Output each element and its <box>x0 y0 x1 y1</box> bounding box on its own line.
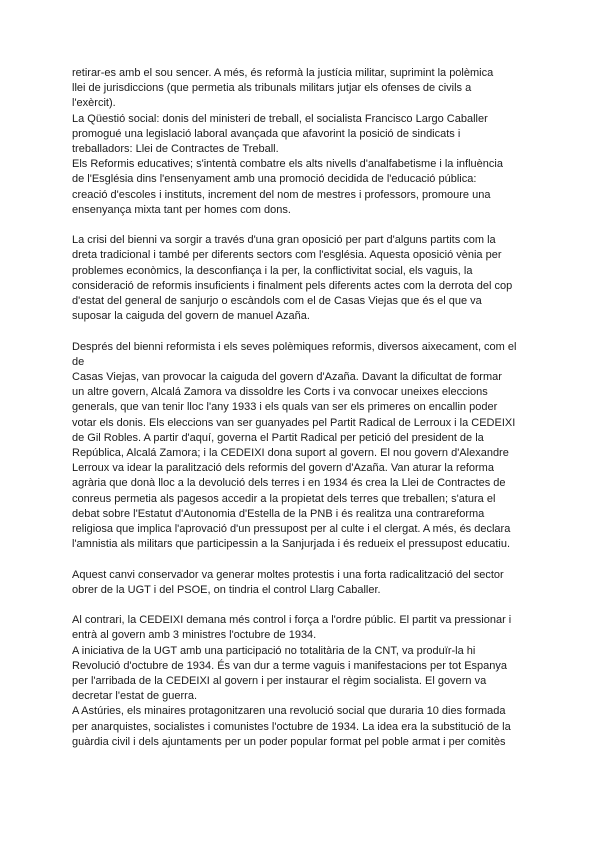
text-line: votar els donis. Els eleccions van ser guanyades pel Partit Radical de Lerroux i la CEDEIXI <box>72 416 516 429</box>
text-line: La Qüestió social: donis del ministeri de treball, el socialista Francisco Largo Caballer <box>72 112 488 125</box>
text-line: suposar la caiguda del govern de manuel Azaña. <box>72 310 310 323</box>
text-line: llei de jurisdiccions (que permetia als tribunals militars jutjar els ofenses de civils a <box>72 82 472 95</box>
text-line: de Gil Robles. A partir d'aquí, governa el Partit Radical per petició del president de la <box>72 431 484 444</box>
paragraph-spacer <box>72 552 528 567</box>
text-line: d'estat del general de sanjurjo o escàndols com el de Casas Viejas que és el que va <box>72 295 482 308</box>
text-line: generals, que van tenir lloc l'any 1933 i els quals van ser els primeres on encallin poder <box>72 401 498 414</box>
text-line: A Astúries, els minaires protagonitzaren una revolució social que duraria 10 dies formada <box>72 705 506 718</box>
paragraph-conservative-bienni <box>72 340 528 553</box>
text-line: Després del bienni reformista i els seves polèmiques reformis, diversos aixecament, com el <box>72 340 517 353</box>
paragraph-bienni-crisis <box>72 233 528 324</box>
text-line: obrer de la UGT i del PSOE, on tindria el control Llarg Caballer. <box>72 583 381 596</box>
text-line: creació d'escoles i instituts, increment del nom de mestres i professors, promoure una <box>72 188 491 201</box>
text-line: La crisi del bienni va sorgir a través d'una gran oposició per part d'alguns partits com la <box>72 234 496 247</box>
text-line: Lerroux va idear la paralització dels reformis del govern d'Azaña. Van aturar la reforma <box>72 462 494 475</box>
paragraph-radicalization <box>72 568 528 598</box>
text-line: treballadors: Llei de Contractes de Treball. <box>72 143 279 156</box>
text-line: un altre govern, Alcalá Zamora va dissoldre les Corts i va convocar uneixes eleccions <box>72 386 488 399</box>
text-line: de l'Església dins l'ensenyament amb una promoció decidida de l'educació pública: <box>72 173 477 186</box>
document-page <box>72 66 528 750</box>
text-line: Casas Viejas, van provocar la caiguda del govern d'Azaña. Davant la dificultat de formar <box>72 371 502 384</box>
paragraph-spacer <box>72 324 528 339</box>
text-line: promogué una legislació laboral avançada que afavorint la posició de sindicats i <box>72 127 461 140</box>
text-line: l'exèrcit). <box>72 97 116 110</box>
text-line: Aquest canvi conservador va generar moltes protestis i una forta radicalització del sector <box>72 568 504 581</box>
text-line: decretar l'estat de guerra. <box>72 690 198 703</box>
text-line: entrà al govern amb 3 ministres l'octubre de 1934. <box>72 629 317 642</box>
text-line: problemes econòmics, la desconfiança i la per, la conflictivitat social, els vaguis, la <box>72 264 473 277</box>
text-line: A iniciativa de la UGT amb una participació no totalitària de la CNT, va produïr-la hi <box>72 644 476 657</box>
text-line: per anarquistes, socialistes i comunistes l'octubre de 1934. La idea era la substitució de la <box>72 720 511 733</box>
text-line: conreus permetia als pagesos accedir a la propietat dels terres que treballen; s'atura el <box>72 492 496 505</box>
text-line: Revolució d'octubre de 1934. És van dur a terme vaguis i manifestacions per tot Espanya <box>72 659 508 672</box>
text-line: Els Reformis educatives; s'intentà combatre els alts nivells d'analfabetisme i la influència <box>72 158 503 171</box>
text-line: religiosa que implica l'aprovació d'un pressupost per al culte i el clergat. A més, és declara <box>72 523 511 536</box>
text-line: consideració de reformis insuficients i finalment pels diferents actes com la derrota del cop <box>72 279 513 292</box>
text-line: debat sobre l'Estatut d'Autonomia d'Estella de la PNB i és realitza una contrareforma <box>72 507 485 520</box>
text-line: Al contrari, la CEDEIXI demana més control i força a l'ordre públic. El partit va pressionar i <box>72 614 512 627</box>
text-line: de <box>72 355 85 368</box>
text-line: ensenyança mixta tant per homes com dons. <box>72 203 291 216</box>
text-line: guàrdia civil i dels ajuntaments per un poder popular format pel poble armat i per comitès <box>72 735 506 748</box>
text-line: agrària que donà lloc a la devolució dels terres i en 1934 és crea la Llei de Contractes de <box>72 477 506 490</box>
text-line: dreta tradicional i també per diferents sectors com l'església. Aquesta oposició vènia per <box>72 249 502 262</box>
paragraph-october-revolution <box>72 613 528 750</box>
text-line: retirar-es amb el sou sencer. A més, és reformà la justícia militar, suprimint la polèmica <box>72 67 494 79</box>
text-line: l'amnistia als militars que participessin a la Sanjurjada i és redueix el pressupost educatiu. <box>72 538 511 551</box>
paragraph-spacer <box>72 598 528 613</box>
text-line: per l'arribada de la CEDEIXI al govern i per instaurar el règim socialista. El govern va <box>72 675 487 688</box>
paragraph-reforms-list <box>72 66 528 218</box>
paragraph-spacer <box>72 218 528 233</box>
text-line: República, Alcalá Zamora; i la CEDEIXI dona suport al govern. El nou govern d'Alexandre <box>72 447 509 460</box>
